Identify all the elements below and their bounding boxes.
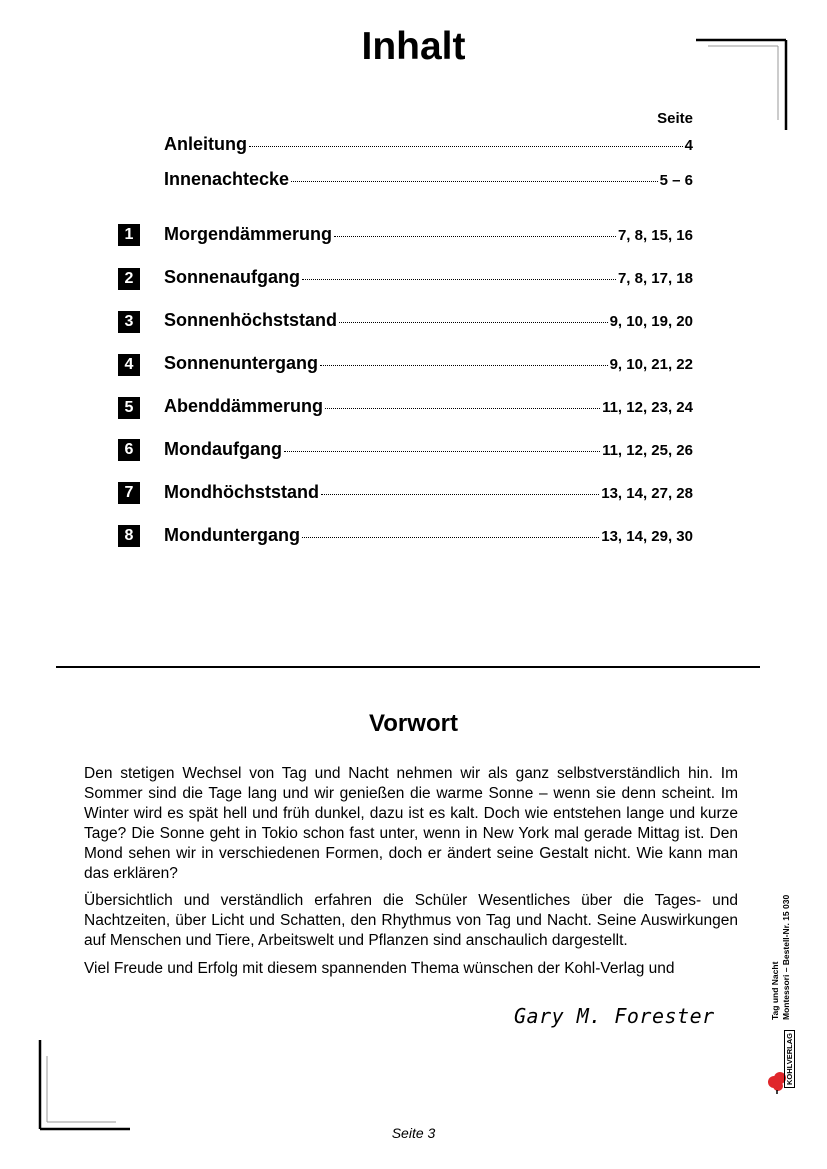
toc-leader-dots bbox=[291, 181, 658, 182]
toc-entry-pages: 7, 8, 15, 16 bbox=[617, 227, 693, 244]
toc-entry-pages: 13, 14, 29, 30 bbox=[601, 528, 693, 545]
toc-leader-dots bbox=[249, 146, 683, 147]
vorwort-paragraph: Den stetigen Wechsel von Tag und Nacht nehmen wir als ganz selbstverständlich hin. Im Sommer sind die Tage lang und wir genießen die warme Sonne – wenn sie denn scheint. Im Winter wird es spät hell und früh dunkel, dazu ist es kalt. Doch wie entstehen lange und kurze Tage? Die Sonne geht in Tokio schon fast unter, wenn in New York mal gerade Mittag ist. Den Mond sehen wir in verschiedenen Formen, doch er ändert seine Gestalt nicht. Wie kann man das erklären? bbox=[84, 765, 738, 882]
chapter-number-badge: 1 bbox=[118, 224, 140, 246]
toc-entry-title: Mondaufgang bbox=[164, 439, 282, 459]
side-info-text bbox=[770, 860, 792, 1020]
toc-entry-pages: 5 – 6 bbox=[659, 172, 693, 189]
toc-entry-title: Abenddämmerung bbox=[164, 396, 324, 416]
toc-entry-title: Sonnenhöchststand bbox=[164, 310, 338, 330]
toc-page-column-label: Seite bbox=[657, 110, 693, 127]
toc-leader-dots bbox=[302, 537, 599, 538]
chapter-number-badge: 6 bbox=[118, 439, 140, 461]
toc-entry-pages: 7, 8, 17, 18 bbox=[617, 270, 693, 287]
toc-entry-title: Innenachtecke bbox=[164, 169, 290, 189]
side-info-line-title: Tag und Nacht bbox=[770, 961, 780, 1020]
toc-entry-title: Monduntergang bbox=[164, 525, 300, 545]
toc-row-chapter-4 bbox=[164, 353, 693, 374]
toc-entry-pages: 13, 14, 27, 28 bbox=[601, 485, 693, 502]
vorwort-paragraph: Übersichtlich und verständlich erfahren die Schüler Wesentliches über die Tages- und Nachtzeiten, über Licht und Schatten, den Rhythmus von Tag und Nacht. Seine Auswirkungen auf Menschen und Tiere, Arbeitswelt und Pflanzen sind anschaulich dargestellt. bbox=[84, 892, 738, 949]
corner-decoration-bottom-left bbox=[36, 1036, 134, 1134]
toc-entry-pages: 11, 12, 25, 26 bbox=[602, 442, 693, 459]
side-info-line-order: Montessori – Bestell-Nr. 15 030 bbox=[781, 894, 791, 1020]
toc-leader-dots bbox=[325, 408, 600, 409]
vorwort-paragraph: Viel Freude und Erfolg mit diesem spannenden Thema wünschen der Kohl-Verlag und bbox=[84, 960, 675, 977]
toc-leader-dots bbox=[320, 365, 608, 366]
toc-entry-pages: 4 bbox=[684, 137, 693, 154]
toc-row-chapter-2 bbox=[164, 267, 693, 288]
toc-entry-title: Sonnenaufgang bbox=[164, 267, 300, 287]
chapter-number-badge: 7 bbox=[118, 482, 140, 504]
section-divider bbox=[56, 666, 760, 668]
toc-leader-dots bbox=[284, 451, 600, 452]
chapter-number-badge: 3 bbox=[118, 311, 140, 333]
corner-decoration-top-right bbox=[690, 36, 790, 134]
chapter-number-badge: 8 bbox=[118, 525, 140, 547]
toc-row-anleitung bbox=[164, 134, 693, 155]
toc-row-chapter-7 bbox=[164, 482, 693, 503]
toc-row-chapter-5 bbox=[164, 396, 693, 417]
chapter-number-badge: 5 bbox=[118, 397, 140, 419]
toc-entry-pages: 9, 10, 21, 22 bbox=[609, 356, 693, 373]
toc-entry-title: Mondhöchststand bbox=[164, 482, 319, 502]
toc-leader-dots bbox=[302, 279, 616, 280]
toc-entry-title: Sonnenuntergang bbox=[164, 353, 318, 373]
author-signature: Gary M. Forester bbox=[514, 1004, 715, 1028]
vorwort-heading: Vorwort bbox=[369, 710, 458, 737]
chapter-number-badge: 4 bbox=[118, 354, 140, 376]
toc-leader-dots bbox=[321, 494, 599, 495]
publisher-logo-text: KOHLVERLAG bbox=[784, 1030, 795, 1088]
toc-entry-title: Morgendämmerung bbox=[164, 224, 333, 244]
page-number: Seite 3 bbox=[391, 1125, 436, 1141]
toc-leader-dots bbox=[334, 236, 616, 237]
toc-entry-pages: 11, 12, 23, 24 bbox=[602, 399, 693, 416]
toc-row-chapter-3 bbox=[164, 310, 693, 331]
toc-entry-title: Anleitung bbox=[164, 134, 247, 154]
toc-row-chapter-6 bbox=[164, 439, 693, 460]
toc-entry-pages: 9, 10, 19, 20 bbox=[609, 313, 693, 330]
publisher-logo bbox=[766, 1030, 806, 1092]
toc-leader-dots bbox=[339, 322, 608, 323]
page-title: Inhalt bbox=[361, 25, 466, 68]
toc-row-chapter-8 bbox=[164, 525, 693, 546]
toc-row-innenachtecke bbox=[164, 169, 693, 190]
side-publication-info bbox=[770, 860, 810, 1020]
toc-row-chapter-1 bbox=[164, 224, 693, 245]
chapter-number-badge: 2 bbox=[118, 268, 140, 290]
